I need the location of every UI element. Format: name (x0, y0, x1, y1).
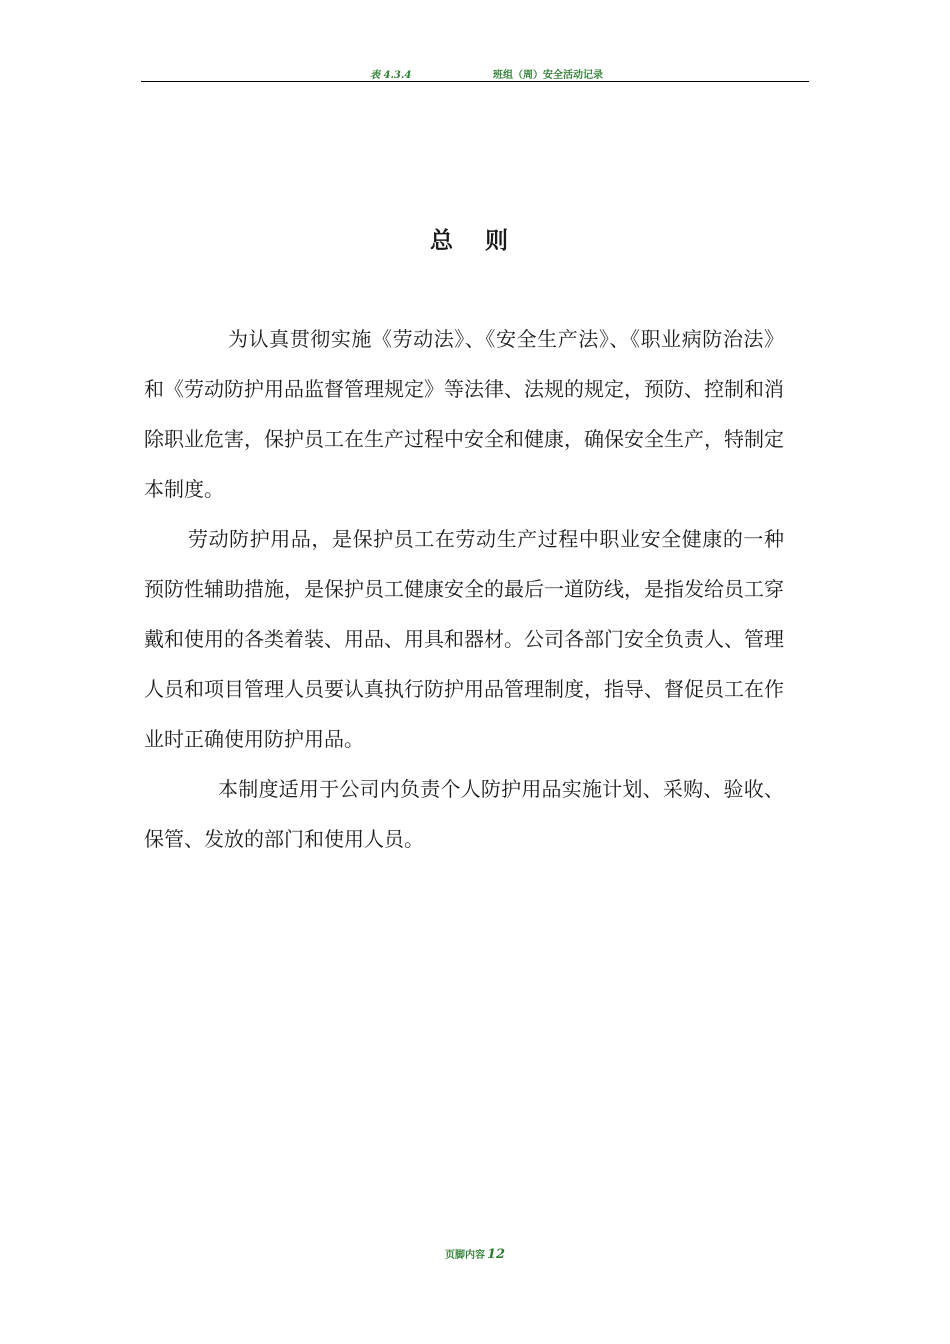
form-code: 表 4.3.4 (370, 70, 412, 81)
page-footer (0, 1246, 950, 1262)
header-divider (141, 81, 809, 82)
page-header (141, 64, 809, 82)
footer-label: 页脚内容 (444, 1250, 485, 1261)
paragraph-purpose: 为认真贯彻实施《劳动法》、《安全生产法》、《职业病防治法》和《劳动防护用品监督管理规定》等法律、法规的规定，预防、控制和消除职业危害，保护员工在生产过程中安全和健康，确保安全生产，特制定本制度。 (144, 327, 784, 501)
record-title: 班组（周）安全活动记录 (493, 70, 603, 81)
page-number: 12 (486, 1247, 506, 1262)
page-title: 总 则 (429, 228, 520, 254)
paragraph-definition: 劳动防护用品，是保护员工在劳动生产过程中职业安全健康的一种预防性辅助措施，是保护员工健康安全的最后一道防线，是指发给员工穿戴和使用的各类着装、用品、用具和器材。公司各部门安全负责人、管理人员和项目管理人员要认真执行防护用品管理制度，指导、督促员工在作业时正确使用防护用品。 (144, 527, 784, 751)
paragraph-scope: 本制度适用于公司内负责个人防护用品实施计划、采购、验收、保管、发放的部门和使用人员。 (144, 777, 784, 851)
document-body (144, 314, 784, 864)
